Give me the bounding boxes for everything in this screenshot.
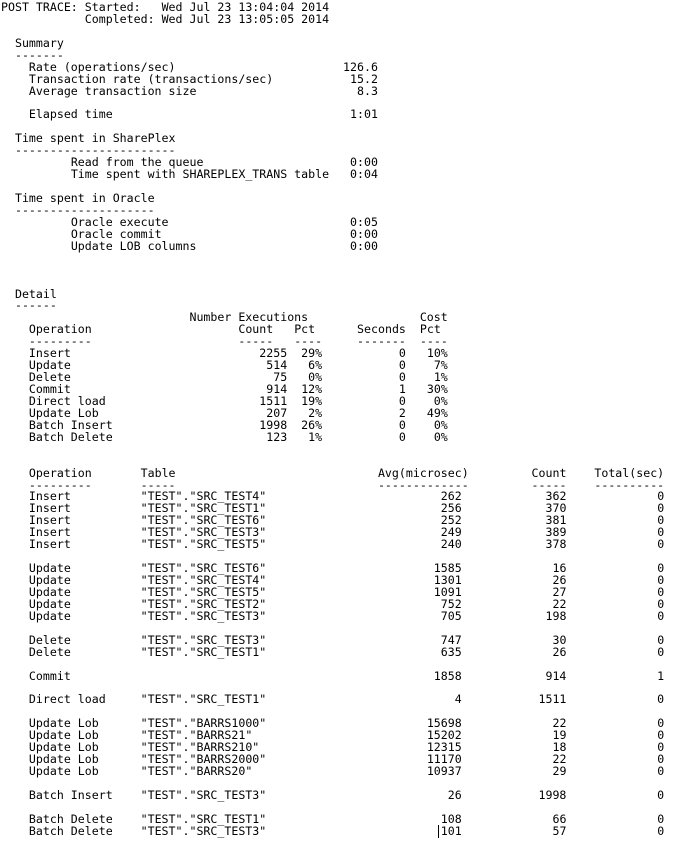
count-cell: 362	[545, 489, 567, 504]
total-sec-cell: 0	[657, 513, 665, 528]
avg-microsec-cell: 249	[440, 525, 462, 540]
summary-title-line	[1, 35, 692, 50]
table-cell: "TEST"."SRC_TEST4"	[140, 573, 267, 587]
blank-line	[1, 444, 692, 456]
col-cost-pct: Pct	[419, 322, 441, 337]
table-cell: "TEST"."SRC_TEST1"	[140, 692, 267, 707]
avg-microsec-cell: 262	[440, 489, 462, 504]
detail-table-row	[1, 766, 692, 778]
count-cell: 66	[552, 811, 567, 826]
operation-cell: Insert	[28, 346, 71, 361]
cost-pct-cell: 49%	[426, 405, 448, 420]
col-pct: Pct	[294, 322, 316, 337]
col-total-sec: Total(sec)	[594, 465, 665, 480]
count-cell: 389	[545, 525, 567, 540]
section-underline: -----------------------	[14, 143, 176, 158]
cost-pct-cell: 7%	[433, 358, 448, 373]
total-sec-cell: 0	[657, 811, 665, 826]
operations-table-row	[1, 429, 692, 444]
detail-title: Detail	[14, 286, 57, 301]
count-cell: 378	[545, 537, 567, 552]
count-cell: 123	[266, 429, 288, 444]
total-sec-cell: 0	[657, 561, 665, 576]
pct-cell: 12%	[301, 382, 323, 396]
table-cell: "TEST"."SRC_TEST3"	[140, 823, 267, 838]
operation-cell: Update Lob	[28, 764, 99, 778]
total-sec-cell: 0	[657, 752, 665, 767]
total-sec-cell: 0	[657, 596, 665, 611]
section-underline: --------------------	[14, 202, 155, 217]
avg-microsec-cell: 635	[440, 644, 462, 659]
detail-table-row	[1, 694, 692, 706]
table-cell: "TEST"."SRC_TEST6"	[140, 561, 267, 576]
summary-row-label: Average transaction size	[28, 83, 197, 98]
summary-row	[1, 83, 692, 98]
subsection-row-value: 0:00	[350, 238, 378, 253]
count-cell: 26	[552, 573, 567, 587]
operation-cell: Batch Delete	[28, 823, 113, 838]
operation-cell: Direct load	[28, 692, 106, 707]
total-sec-cell: 0	[657, 573, 665, 587]
elapsed-row	[1, 109, 692, 121]
total-sec-cell: 0	[657, 608, 665, 623]
text-cursor	[438, 825, 439, 838]
avg-microsec-cell: 1301	[433, 573, 462, 587]
subsection-row-value: 0:00	[350, 226, 378, 241]
table-cell: "TEST"."BARRS21"	[140, 728, 253, 743]
pct-cell: 2%	[308, 405, 323, 420]
count-cell: 381	[545, 513, 567, 528]
subsection-row-label: Read from the queue	[70, 155, 204, 170]
table-cell: "TEST"."SRC_TEST1"	[140, 811, 267, 826]
operation-cell: Batch Insert	[28, 787, 113, 802]
avg-microsec-cell: 705	[440, 608, 462, 623]
operation-cell: Insert	[28, 513, 71, 528]
section-underline: -------	[14, 47, 64, 62]
col-operation: Operation	[28, 322, 92, 337]
table-cell: "TEST"."SRC_TEST6"	[140, 513, 267, 528]
avg-microsec-cell: 10937	[426, 764, 462, 778]
count-cell: 26	[552, 644, 567, 659]
col-count: Count	[531, 465, 567, 480]
seconds-cell: 0	[398, 429, 406, 444]
table-cell: "TEST"."SRC_TEST3"	[140, 787, 267, 802]
operation-cell: Insert	[28, 489, 71, 504]
pct-cell: 0%	[308, 370, 323, 385]
operation-cell: Commit	[28, 668, 71, 683]
subsection-row-value: 0:00	[350, 155, 378, 170]
summary-row-value: 126.6	[343, 59, 378, 74]
seconds-cell: 0	[398, 370, 406, 385]
operation-cell: Batch Delete	[28, 811, 113, 826]
total-sec-cell: 0	[657, 489, 665, 504]
avg-microsec-cell: 252	[440, 513, 462, 528]
subsection-row	[1, 169, 692, 181]
count-cell: 16	[552, 561, 567, 576]
operation-cell: Update Lob	[28, 728, 99, 743]
summary-title: Summary	[14, 35, 64, 50]
seconds-cell: 1	[398, 382, 406, 396]
detail-table-row	[1, 668, 692, 683]
col-seconds: Seconds	[357, 322, 406, 337]
summary-row-value: 15.2	[350, 71, 378, 86]
subsection-row-value: 0:04	[350, 167, 378, 182]
count-cell: 75	[273, 370, 288, 385]
operation-cell: Commit	[28, 382, 71, 396]
cost-pct-cell: 10%	[426, 346, 448, 361]
subsection-row-value: 0:05	[350, 214, 378, 229]
col-avg-microsec: Avg(microsec)	[377, 465, 469, 480]
summary-row-label: Rate (operations/sec)	[28, 59, 176, 74]
table-cell: "TEST"."SRC_TEST3"	[140, 632, 267, 647]
count-cell: 198	[545, 608, 567, 623]
operation-cell: Batch Insert	[28, 417, 113, 432]
subsection-row-label: Update LOB columns	[70, 238, 197, 253]
total-sec-cell: 0	[657, 584, 665, 599]
col-table: Table	[140, 465, 176, 480]
elapsed-row-value: 1:01	[350, 107, 378, 122]
total-sec-cell: 0	[657, 632, 665, 647]
detail-title-line	[1, 286, 692, 301]
blank-line	[1, 265, 692, 277]
cost-pct-cell: 30%	[426, 382, 448, 396]
operation-cell: Update	[28, 596, 71, 611]
total-sec-cell: 0	[657, 537, 665, 552]
operation-cell: Update	[28, 358, 71, 373]
avg-microsec-cell: 240	[440, 537, 462, 552]
group-header-executions: Number Executions	[189, 310, 309, 325]
operation-cell: Update Lob	[28, 740, 99, 755]
count-cell: 1998	[259, 417, 288, 432]
count-cell: 18	[552, 740, 567, 755]
total-sec-cell: 0	[657, 764, 665, 778]
summary-row-value: 8.3	[357, 83, 378, 98]
table-cell: "TEST"."SRC_TEST3"	[140, 608, 267, 623]
table-cell: "TEST"."SRC_TEST4"	[140, 489, 267, 504]
count-cell: 914	[545, 668, 567, 683]
pct-cell: 1%	[308, 429, 323, 444]
total-sec-cell: 0	[657, 728, 665, 743]
count-cell: 2255	[259, 346, 288, 361]
avg-microsec-cell: 752	[440, 596, 462, 611]
table-cell: "TEST"."SRC_TEST3"	[140, 525, 267, 540]
trace-completed-label: Completed:	[84, 11, 155, 26]
count-cell: 514	[266, 358, 288, 373]
table-cell: "TEST"."SRC_TEST1"	[140, 501, 267, 516]
subsection-title: Time spent in Oracle	[14, 191, 155, 205]
operation-cell: Direct load	[28, 393, 106, 408]
trace-header-line	[1, 11, 692, 26]
count-cell: 914	[266, 382, 288, 396]
avg-microsec-cell: 1858	[433, 668, 462, 683]
avg-microsec-cell: 747	[440, 632, 462, 647]
col-operation: Operation	[28, 465, 92, 480]
avg-microsec-cell: 15698	[426, 716, 462, 731]
operation-cell: Update Lob	[28, 405, 99, 420]
count-cell: 207	[266, 405, 288, 420]
section-underline: ------	[14, 298, 57, 313]
cost-pct-cell: 1%	[433, 370, 448, 385]
operation-cell: Insert	[28, 525, 71, 540]
elapsed-row-label: Elapsed time	[28, 107, 113, 122]
avg-microsec-cell: 4	[454, 692, 462, 707]
avg-microsec-cell: 12315	[426, 740, 462, 755]
seconds-cell: 0	[398, 346, 406, 361]
detail-table-row	[1, 539, 692, 551]
operation-cell: Batch Delete	[28, 429, 113, 444]
avg-microsec-cell: 256	[440, 501, 462, 516]
summary-row-label: Transaction rate (transactions/sec)	[28, 71, 274, 86]
total-sec-cell: 0	[657, 692, 665, 707]
pct-cell: 26%	[301, 417, 323, 432]
count-cell: 27	[552, 584, 567, 599]
count-cell: 1511	[259, 393, 288, 408]
trace-title: POST TRACE:	[1, 0, 78, 14]
total-sec-cell: 1	[657, 668, 665, 683]
count-cell: 30	[552, 632, 567, 647]
operation-cell: Insert	[28, 537, 71, 552]
cost-pct-cell: 0%	[433, 393, 448, 408]
subsection-row	[1, 238, 692, 253]
subsection-row-label: Oracle execute	[70, 214, 169, 229]
group-header-cost: Cost	[419, 310, 448, 325]
table-cell: "TEST"."BARRS1000"	[140, 716, 267, 731]
seconds-cell: 2	[398, 405, 406, 420]
operation-cell: Delete	[28, 632, 71, 647]
count-cell: 57	[552, 823, 567, 838]
avg-microsec-cell: 1585	[433, 561, 462, 576]
detail-table-row	[1, 608, 692, 623]
operation-cell: Insert	[28, 501, 71, 516]
total-sec-cell: 0	[657, 716, 665, 731]
detail-table-row	[1, 787, 692, 802]
subsection-row-label: Oracle commit	[70, 226, 162, 241]
col-count: Count	[238, 322, 274, 337]
count-cell: 29	[552, 764, 567, 778]
subsection-title: Time spent in SharePlex	[14, 131, 176, 146]
count-cell: 1511	[538, 692, 567, 707]
avg-microsec-cell: 11170	[426, 752, 462, 767]
avg-microsec-cell: 26	[447, 787, 462, 802]
operation-cell: Update	[28, 573, 71, 587]
total-sec-cell: 0	[657, 644, 665, 659]
total-sec-cell: 0	[657, 525, 665, 540]
table-cell: "TEST"."BARRS2000"	[140, 752, 267, 767]
total-sec-cell: 0	[657, 823, 665, 838]
count-cell: 22	[552, 752, 567, 767]
operation-cell: Update	[28, 608, 71, 623]
trace-started-value: Wed Jul 23 13:04:04 2014	[161, 0, 330, 14]
table-cell: "TEST"."SRC_TEST5"	[140, 537, 267, 552]
blank-line	[1, 277, 692, 289]
seconds-cell: 0	[398, 417, 406, 432]
pct-cell: 6%	[308, 358, 323, 373]
blank-line	[1, 253, 692, 265]
avg-microsec-cell: 108	[440, 811, 462, 826]
operation-cell: Delete	[28, 370, 71, 385]
cost-pct-cell: 0%	[433, 417, 448, 432]
trace-completed-value: Wed Jul 23 13:05:05 2014	[161, 11, 330, 26]
blank-line	[1, 26, 692, 38]
count-cell: 22	[552, 596, 567, 611]
cost-pct-cell: 0%	[433, 429, 448, 444]
count-cell: 1998	[538, 787, 567, 802]
total-sec-cell: 0	[657, 501, 665, 516]
pct-cell: 29%	[301, 346, 323, 361]
seconds-cell: 0	[398, 393, 406, 408]
operation-cell: Delete	[28, 644, 71, 659]
avg-microsec-cell: 101	[440, 823, 462, 838]
table-cell: "TEST"."SRC_TEST1"	[140, 644, 267, 659]
table-cell: "TEST"."BARRS20"	[140, 764, 253, 778]
table-cell: "TEST"."SRC_TEST5"	[140, 584, 267, 599]
total-sec-cell: 0	[657, 787, 665, 802]
table-cell: "TEST"."SRC_TEST2"	[140, 596, 267, 611]
count-cell: 19	[552, 728, 567, 743]
detail-table-dashes: --------- ----- ------------- ----- ----------	[28, 477, 665, 492]
operation-cell: Update	[28, 561, 71, 576]
count-cell: 370	[545, 501, 567, 516]
seconds-cell: 0	[398, 358, 406, 373]
pct-cell: 19%	[301, 393, 323, 408]
operation-cell: Update	[28, 584, 71, 599]
total-sec-cell: 0	[657, 740, 665, 755]
table-cell: "TEST"."BARRS210"	[140, 740, 260, 755]
operation-cell: Update Lob	[28, 716, 99, 731]
detail-table-row	[1, 644, 692, 659]
trace-started-label: Started:	[84, 0, 141, 14]
subsection-row-label: Time spent with SHAREPLEX_TRANS table	[70, 167, 330, 182]
avg-microsec-cell: 1091	[433, 584, 462, 599]
operations-table-dashes: --------- ----- ---- ------- ----	[28, 334, 448, 349]
operation-cell: Update Lob	[28, 752, 99, 767]
avg-microsec-cell: 15202	[426, 728, 462, 743]
count-cell: 22	[552, 716, 567, 731]
detail-table-row	[1, 823, 692, 838]
